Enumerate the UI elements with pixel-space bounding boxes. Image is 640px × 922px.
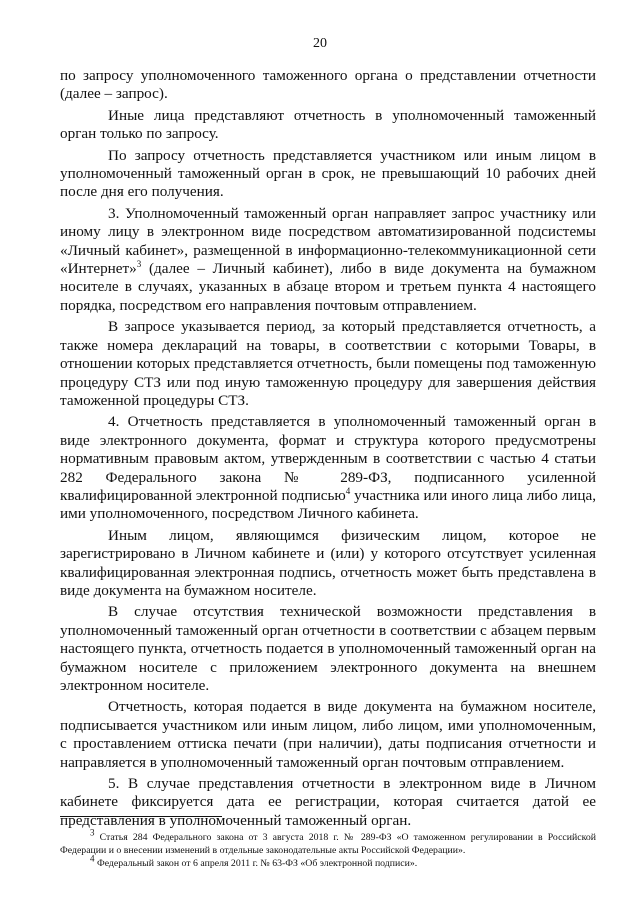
footnotes	[60, 827, 597, 870]
paragraph-request-contents: В запросе указывается период, за который представляется отчетность, а также номера деклараций на товары, в соответствии с которыми Товары, в отношении которых представляется отчетность, были помещены под таможенную процедуру СТЗ или под иную таможенную процедуру для завершения действия таможенной процедуры СТЗ.	[60, 318, 596, 409]
paragraph-other-persons: Иные лица представляют отчетность в уполномоченный таможенный орган только по запросу.	[60, 106, 596, 143]
paragraph-item-3-part1: 3. Уполномоченный таможенный орган направляет запрос участнику или иному лицу в электронном виде посредством автоматизированной подсистемы «Личный кабинет», размещенной в информационно-телекоммуникационной сети «Интернет»	[60, 204, 596, 278]
paragraph-no-technical: В случае отсутствия технической возможности представления в уполномоченный таможенный орган отчетности в соответствии с абзацем первым настоящего пункта, отчетность подается в уполномоченный таможенный орган на бумажном носителе с приложением электронного документа на внешнем электронном носителе.	[60, 603, 596, 694]
footnote-divider	[60, 816, 222, 817]
paragraph-deadline: По запросу отчетность представляется участником или иным лицом в уполномоченный таможенный орган в срок, не превышающий 10 рабочих дней после дня его получения.	[60, 146, 596, 201]
footnote-4-mark: 4	[90, 853, 95, 864]
paragraph-request-continuation: по запросу уполномоченного таможенного органа о представлении отчетности (далее – запрос).	[60, 67, 596, 103]
footnote-4-text: Федеральный закон от 6 апреля 2011 г. № 63-ФЗ «Об электронной подписи».	[96, 857, 418, 869]
paragraph-individual: Иным лицом, являющимся физическим лицом, которое не зарегистрировано в Личном кабинете и (или) у которого отсутствует усиленная квалифицированная электронная подпись, отчетность может быть представлена в виде документа на бумажном носителе.	[60, 526, 596, 599]
paragraph-item-3-part2: (далее – Личный кабинет), либо в виде документа на бумажном носителе в случаях, указанных в абзаце втором и третьем пункта 4 настоящего порядка, посредством его направления почтовым отправлением.	[60, 260, 596, 314]
footnote-3-text: Статья 284 Федерального закона от 3 августа 2018 г. № 289-ФЗ «О таможенном регулировании в Российской Федерации и о внесении изменений в отдельные законодательные акты Российской Федерации».	[60, 832, 597, 856]
footnote-ref-4: 4	[345, 485, 351, 496]
paragraph-item-4-part2: участника или иного лица либо лица, ими уполномоченного, посредством Личного кабинета.	[60, 486, 596, 523]
footnote-3	[60, 827, 597, 858]
paragraph-item-4	[60, 413, 596, 523]
paragraph-item-3	[60, 205, 596, 315]
footnote-3-mark: 3	[90, 827, 95, 838]
footnote-4	[60, 853, 596, 871]
document-body	[60, 67, 596, 833]
paragraph-paper-report: Отчетность, которая подается в виде документа на бумажном носителе, подписывается участником или иным лицом, либо лицом, ими уполномоченным, с проставлением оттиска печати (при наличии), даты подписания отчетности и направляется в уполномоченный таможенный орган почтовым отправлением.	[60, 698, 596, 771]
paragraph-item-4-part1: 4. Отчетность представляется в уполномоченный таможенный орган в виде электронного документа, формат и структура которого предусмотрены нормативным правовым актом, утвержденным в соответствии с частью 4 статьи 282 Федерального закона № 289-ФЗ, подписанного усиленной квалифицированной электронной подписью	[60, 413, 596, 504]
paragraph-item-5: 5. В случае представления отчетности в электронном виде в Личном кабинете фиксируется дата ее регистрации, которая считается датой ее представления в уполномоченный таможенный орган.	[60, 775, 596, 829]
page-number: 20	[313, 36, 327, 51]
footnote-ref-3: 3	[136, 259, 142, 269]
